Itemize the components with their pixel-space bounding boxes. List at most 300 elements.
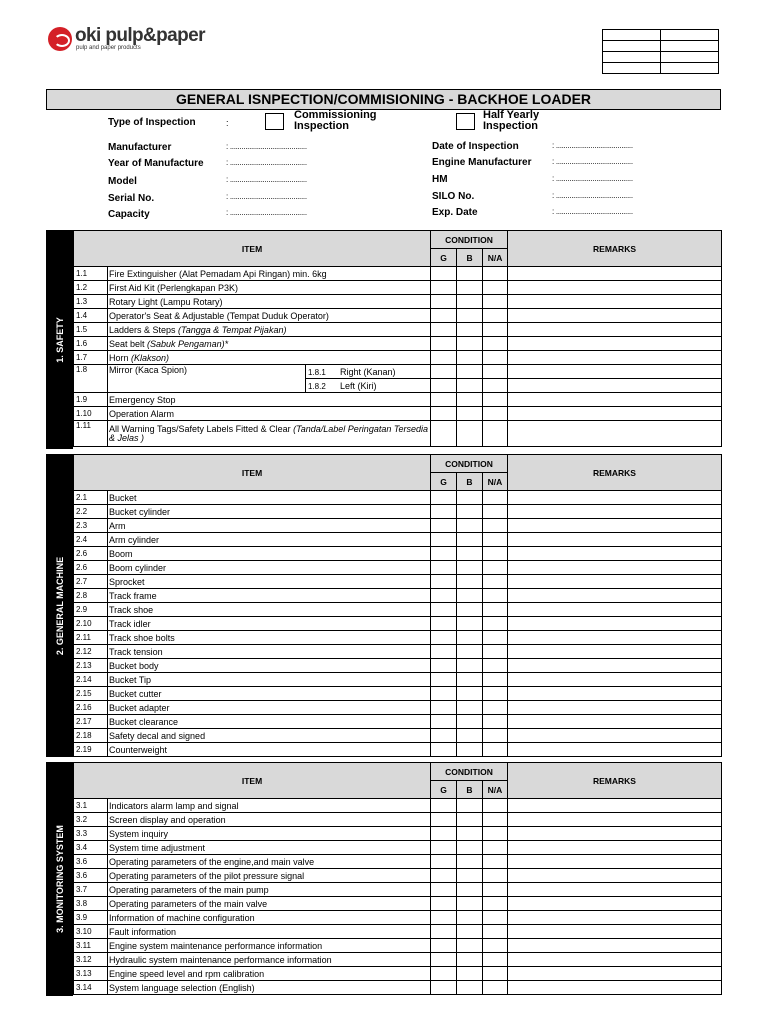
na-cell[interactable]: [483, 491, 508, 505]
remarks-cell[interactable]: [508, 323, 722, 337]
na-header: N/A: [483, 473, 508, 491]
na-cell[interactable]: [483, 967, 508, 981]
remarks-cell[interactable]: [508, 869, 722, 883]
b-cell[interactable]: [457, 911, 483, 925]
remarks-cell[interactable]: [508, 379, 722, 393]
item-number: 2.1: [74, 491, 108, 505]
item-description: Engine speed level and rpm calibration: [108, 967, 431, 981]
table-row: [74, 981, 722, 995]
remarks-cell[interactable]: [508, 897, 722, 911]
item-description: Indicators alarm lamp and signal: [108, 799, 431, 813]
g-cell[interactable]: [431, 589, 457, 603]
item-description: Counterweight: [108, 743, 431, 757]
g-cell[interactable]: [431, 967, 457, 981]
table-row: [74, 309, 722, 323]
g-cell[interactable]: [431, 841, 457, 855]
g-cell[interactable]: [431, 491, 457, 505]
serial-no-field[interactable]: : ........................................: [226, 192, 307, 201]
b-cell[interactable]: [457, 267, 483, 281]
g-cell[interactable]: [431, 407, 457, 421]
remarks-cell[interactable]: [508, 617, 722, 631]
item-description: [108, 337, 431, 351]
item-description: Bucket cutter: [108, 687, 431, 701]
table-row: [74, 505, 722, 519]
g-cell[interactable]: [431, 911, 457, 925]
b-cell[interactable]: [457, 519, 483, 533]
na-cell[interactable]: [483, 337, 508, 351]
table-row: [74, 533, 722, 547]
na-cell[interactable]: [483, 715, 508, 729]
b-cell[interactable]: [457, 645, 483, 659]
b-cell[interactable]: [457, 365, 483, 379]
item-description: [108, 421, 431, 447]
b-cell[interactable]: [457, 631, 483, 645]
b-cell[interactable]: [457, 295, 483, 309]
remarks-cell[interactable]: [508, 533, 722, 547]
na-cell[interactable]: [483, 631, 508, 645]
na-cell[interactable]: [483, 981, 508, 995]
b-cell[interactable]: [457, 351, 483, 365]
remarks-cell[interactable]: [508, 491, 722, 505]
remarks-cell[interactable]: [508, 981, 722, 995]
table-row: [74, 687, 722, 701]
na-cell[interactable]: [483, 743, 508, 757]
na-cell[interactable]: [483, 953, 508, 967]
b-cell[interactable]: [457, 617, 483, 631]
remarks-header: REMARKS: [508, 763, 722, 799]
na-cell[interactable]: [483, 673, 508, 687]
capacity-label: Capacity: [108, 209, 150, 220]
item-number: 3.12: [74, 953, 108, 967]
table-row: [74, 883, 722, 897]
remarks-cell[interactable]: [508, 715, 722, 729]
na-cell[interactable]: [483, 841, 508, 855]
model-label: Model: [108, 176, 137, 187]
b-cell[interactable]: [457, 407, 483, 421]
remarks-cell[interactable]: [508, 701, 722, 715]
b-cell[interactable]: [457, 575, 483, 589]
sub-item: [306, 379, 431, 393]
na-cell[interactable]: [483, 547, 508, 561]
table-row: [74, 519, 722, 533]
g-cell[interactable]: [431, 897, 457, 911]
item-description: Operating parameters of the main valve: [108, 897, 431, 911]
item-description: Fault information: [108, 925, 431, 939]
na-cell[interactable]: [483, 883, 508, 897]
na-cell[interactable]: [483, 281, 508, 295]
item-description: System inquiry: [108, 827, 431, 841]
na-cell[interactable]: [483, 309, 508, 323]
remarks-cell[interactable]: [508, 925, 722, 939]
hm-field[interactable]: : ........................................: [552, 174, 633, 183]
g-cell[interactable]: [431, 267, 457, 281]
remarks-cell[interactable]: [508, 575, 722, 589]
item-description: System language selection (English): [108, 981, 431, 995]
remarks-cell[interactable]: [508, 281, 722, 295]
g-cell[interactable]: [431, 883, 457, 897]
item-number: 2.17: [74, 715, 108, 729]
company-logo: [48, 26, 208, 56]
g-cell[interactable]: [431, 505, 457, 519]
na-cell[interactable]: [483, 575, 508, 589]
b-cell[interactable]: [457, 533, 483, 547]
table-row: [74, 743, 722, 757]
item-description: Bucket Tip: [108, 673, 431, 687]
item-number: 2.6: [74, 547, 108, 561]
item-description: [108, 351, 431, 365]
b-cell[interactable]: [457, 393, 483, 407]
g-cell[interactable]: [431, 309, 457, 323]
doc-info-cell[interactable]: [603, 30, 661, 41]
remarks-cell[interactable]: [508, 911, 722, 925]
na-cell[interactable]: [483, 379, 508, 393]
doc-info-cell[interactable]: [661, 63, 719, 74]
remarks-cell[interactable]: [508, 743, 722, 757]
b-header: B: [457, 781, 483, 799]
na-cell[interactable]: [483, 869, 508, 883]
g-cell[interactable]: [431, 855, 457, 869]
g-cell[interactable]: [431, 673, 457, 687]
na-cell[interactable]: [483, 295, 508, 309]
b-cell[interactable]: [457, 743, 483, 757]
item-text-italic: (Tangga & Tempat Pijakan): [178, 324, 287, 335]
remarks-cell[interactable]: [508, 519, 722, 533]
item-number: 1.2: [74, 281, 108, 295]
na-cell[interactable]: [483, 505, 508, 519]
remarks-cell[interactable]: [508, 687, 722, 701]
table-row: [74, 281, 722, 295]
table-row: [74, 827, 722, 841]
g-cell[interactable]: [431, 939, 457, 953]
section-title: 1. SAFETY: [54, 316, 65, 363]
na-cell[interactable]: [483, 659, 508, 673]
table-row: [74, 603, 722, 617]
type-of-inspection-label: Type of Inspection: [108, 117, 196, 128]
doc-info-cell[interactable]: [603, 63, 661, 74]
item-number: 1.9: [74, 393, 108, 407]
logo-mark-icon: [48, 27, 72, 51]
b-cell[interactable]: [457, 281, 483, 295]
item-header: ITEM: [74, 455, 431, 491]
g-cell[interactable]: [431, 869, 457, 883]
doc-info-cell[interactable]: [661, 41, 719, 52]
b-cell[interactable]: [457, 603, 483, 617]
item-number: 1.7: [74, 351, 108, 365]
item-number: 1.11: [74, 421, 108, 447]
item-number: 3.13: [74, 967, 108, 981]
item-text: Horn: [109, 352, 132, 363]
remarks-cell[interactable]: [508, 561, 722, 575]
commissioning-option-label: [294, 110, 377, 132]
remarks-cell[interactable]: [508, 603, 722, 617]
b-cell[interactable]: [457, 855, 483, 869]
na-cell[interactable]: [483, 617, 508, 631]
b-cell[interactable]: [457, 323, 483, 337]
remarks-header: REMARKS: [508, 455, 722, 491]
table-row: [74, 967, 722, 981]
engine-manufacturer-field[interactable]: : ........................................: [552, 157, 633, 166]
g-cell[interactable]: [431, 715, 457, 729]
item-description: Operation Alarm: [108, 407, 431, 421]
g-cell[interactable]: [431, 421, 457, 447]
na-cell[interactable]: [483, 897, 508, 911]
doc-info-cell[interactable]: [603, 41, 661, 52]
item-description: Bucket clearance: [108, 715, 431, 729]
na-cell[interactable]: [483, 407, 508, 421]
remarks-cell[interactable]: [508, 813, 722, 827]
g-cell[interactable]: [431, 645, 457, 659]
b-cell[interactable]: [457, 883, 483, 897]
doc-info-cell[interactable]: [603, 52, 661, 63]
remarks-cell[interactable]: [508, 393, 722, 407]
na-cell[interactable]: [483, 421, 508, 447]
na-cell[interactable]: [483, 393, 508, 407]
item-number: 2.11: [74, 631, 108, 645]
b-cell[interactable]: [457, 561, 483, 575]
remarks-cell[interactable]: [508, 589, 722, 603]
na-cell[interactable]: [483, 827, 508, 841]
option-line: Inspection: [294, 120, 350, 132]
half-yearly-checkbox[interactable]: [456, 113, 475, 130]
remarks-cell[interactable]: [508, 827, 722, 841]
na-cell[interactable]: [483, 855, 508, 869]
table-row: [74, 897, 722, 911]
b-cell[interactable]: [457, 673, 483, 687]
item-text-italic: (Tanda/Label Peringatan Tersedia & Jelas ): [109, 423, 429, 443]
g-cell[interactable]: [431, 617, 457, 631]
remarks-header: REMARKS: [508, 231, 722, 267]
b-cell[interactable]: [457, 729, 483, 743]
b-cell[interactable]: [457, 939, 483, 953]
g-cell[interactable]: [431, 351, 457, 365]
remarks-cell[interactable]: [508, 841, 722, 855]
g-cell[interactable]: [431, 575, 457, 589]
g-cell[interactable]: [431, 827, 457, 841]
remarks-cell[interactable]: [508, 505, 722, 519]
model-field[interactable]: : ........................................: [226, 175, 307, 184]
table-row: [74, 575, 722, 589]
item-description: System time adjustment: [108, 841, 431, 855]
table-row: [74, 323, 722, 337]
na-cell[interactable]: [483, 645, 508, 659]
b-cell[interactable]: [457, 421, 483, 447]
sub-item-text: Right (Kanan): [340, 366, 396, 377]
year-of-manufacture-field[interactable]: : ........................................: [226, 158, 307, 167]
na-cell[interactable]: [483, 813, 508, 827]
g-cell[interactable]: [431, 687, 457, 701]
g-cell[interactable]: [431, 281, 457, 295]
table-row: [74, 855, 722, 869]
na-cell[interactable]: [483, 701, 508, 715]
na-cell[interactable]: [483, 603, 508, 617]
item-description: Engine system maintenance performance information: [108, 939, 431, 953]
b-cell[interactable]: [457, 491, 483, 505]
b-cell[interactable]: [457, 981, 483, 995]
date-of-inspection-field[interactable]: : ........................................: [552, 141, 633, 150]
na-cell[interactable]: [483, 351, 508, 365]
exp-date-field[interactable]: : ........................................: [552, 207, 633, 216]
g-cell[interactable]: [431, 519, 457, 533]
item-number: 1.4: [74, 309, 108, 323]
safety-checklist-table: [73, 230, 722, 447]
g-cell[interactable]: [431, 953, 457, 967]
g-cell[interactable]: [431, 701, 457, 715]
g-cell[interactable]: [431, 981, 457, 995]
b-cell[interactable]: [457, 869, 483, 883]
condition-header: CONDITION: [431, 231, 508, 249]
item-number: 2.8: [74, 589, 108, 603]
table-row: [74, 589, 722, 603]
g-cell[interactable]: [431, 379, 457, 393]
b-cell[interactable]: [457, 589, 483, 603]
g-cell[interactable]: [431, 743, 457, 757]
na-cell[interactable]: [483, 925, 508, 939]
remarks-cell[interactable]: [508, 659, 722, 673]
b-cell[interactable]: [457, 799, 483, 813]
item-description: Track frame: [108, 589, 431, 603]
table-row: [74, 673, 722, 687]
item-number: 3.2: [74, 813, 108, 827]
remarks-cell[interactable]: [508, 631, 722, 645]
g-cell[interactable]: [431, 561, 457, 575]
remarks-cell[interactable]: [508, 421, 722, 447]
doc-info-cell[interactable]: [661, 30, 719, 41]
remarks-cell[interactable]: [508, 953, 722, 967]
item-text: All Warning Tags/Safety Labels Fitted & Clear: [109, 423, 294, 434]
g-cell[interactable]: [431, 603, 457, 617]
g-cell[interactable]: [431, 533, 457, 547]
g-cell[interactable]: [431, 631, 457, 645]
item-description: Operating parameters of the engine,and main valve: [108, 855, 431, 869]
remarks-cell[interactable]: [508, 337, 722, 351]
item-description: Bucket cylinder: [108, 505, 431, 519]
remarks-cell[interactable]: [508, 939, 722, 953]
item-number: 3.10: [74, 925, 108, 939]
b-header: B: [457, 249, 483, 267]
b-cell[interactable]: [457, 379, 483, 393]
option-line: Commissioning: [294, 109, 377, 121]
item-description: Track tension: [108, 645, 431, 659]
item-description: Emergency Stop: [108, 393, 431, 407]
remarks-cell[interactable]: [508, 365, 722, 379]
remarks-cell[interactable]: [508, 547, 722, 561]
b-cell[interactable]: [457, 827, 483, 841]
b-cell[interactable]: [457, 715, 483, 729]
section-safety-sidebar: [46, 230, 73, 449]
b-cell[interactable]: [457, 841, 483, 855]
item-number: 2.2: [74, 505, 108, 519]
item-description: Information of machine configuration: [108, 911, 431, 925]
table-row: [74, 953, 722, 967]
b-cell[interactable]: [457, 309, 483, 323]
manufacturer-field[interactable]: : ........................................: [226, 142, 307, 151]
g-cell[interactable]: [431, 365, 457, 379]
remarks-cell[interactable]: [508, 351, 722, 365]
item-description: Hydraulic system maintenance performance information: [108, 953, 431, 967]
table-row: [74, 337, 722, 351]
remarks-cell[interactable]: [508, 799, 722, 813]
g-cell[interactable]: [431, 659, 457, 673]
remarks-cell[interactable]: [508, 645, 722, 659]
item-description: Bucket body: [108, 659, 431, 673]
na-cell[interactable]: [483, 687, 508, 701]
g-cell[interactable]: [431, 547, 457, 561]
commissioning-checkbox[interactable]: [265, 113, 284, 130]
b-cell[interactable]: [457, 925, 483, 939]
item-description: Sprocket: [108, 575, 431, 589]
b-cell[interactable]: [457, 967, 483, 981]
item-description: Operating parameters of the main pump: [108, 883, 431, 897]
item-header: ITEM: [74, 231, 431, 267]
remarks-cell[interactable]: [508, 673, 722, 687]
condition-header: CONDITION: [431, 763, 508, 781]
na-cell[interactable]: [483, 589, 508, 603]
sub-item-number: 1.8.1: [308, 367, 326, 377]
remarks-cell[interactable]: [508, 295, 722, 309]
table-row: [74, 547, 722, 561]
item-text: Ladders & Steps: [109, 324, 179, 335]
remarks-cell[interactable]: [508, 967, 722, 981]
table-row: [74, 631, 722, 645]
item-description: Arm cylinder: [108, 533, 431, 547]
silo-no-field[interactable]: : ........................................: [552, 191, 633, 200]
remarks-cell[interactable]: [508, 729, 722, 743]
remarks-cell[interactable]: [508, 309, 722, 323]
item-description: Operator's Seat & Adjustable (Tempat Duduk Operator): [108, 309, 431, 323]
g-header: G: [431, 473, 457, 491]
option-line: Inspection: [483, 120, 539, 132]
b-cell[interactable]: [457, 547, 483, 561]
item-number: 3.11: [74, 939, 108, 953]
b-cell[interactable]: [457, 687, 483, 701]
na-cell[interactable]: [483, 911, 508, 925]
g-cell[interactable]: [431, 337, 457, 351]
na-cell[interactable]: [483, 365, 508, 379]
g-cell[interactable]: [431, 323, 457, 337]
remarks-cell[interactable]: [508, 855, 722, 869]
na-cell[interactable]: [483, 533, 508, 547]
remarks-cell[interactable]: [508, 267, 722, 281]
b-cell[interactable]: [457, 701, 483, 715]
capacity-field[interactable]: : ........................................: [226, 208, 307, 217]
na-cell[interactable]: [483, 939, 508, 953]
b-cell[interactable]: [457, 505, 483, 519]
b-cell[interactable]: [457, 813, 483, 827]
remarks-cell[interactable]: [508, 883, 722, 897]
doc-info-cell[interactable]: [661, 52, 719, 63]
item-description: Fire Extinguisher (Alat Pemadam Api Ringan) min. 6kg: [108, 267, 431, 281]
na-cell[interactable]: [483, 267, 508, 281]
remarks-cell[interactable]: [508, 407, 722, 421]
item-text-italic: (Klakson): [131, 352, 170, 363]
g-cell[interactable]: [431, 393, 457, 407]
na-cell[interactable]: [483, 729, 508, 743]
g-cell[interactable]: [431, 295, 457, 309]
b-cell[interactable]: [457, 659, 483, 673]
b-cell[interactable]: [457, 953, 483, 967]
g-cell[interactable]: [431, 799, 457, 813]
g-cell[interactable]: [431, 813, 457, 827]
item-number: 3.1: [74, 799, 108, 813]
b-cell[interactable]: [457, 337, 483, 351]
na-cell[interactable]: [483, 519, 508, 533]
na-cell[interactable]: [483, 799, 508, 813]
na-cell[interactable]: [483, 323, 508, 337]
g-cell[interactable]: [431, 729, 457, 743]
g-cell[interactable]: [431, 925, 457, 939]
b-cell[interactable]: [457, 897, 483, 911]
na-cell[interactable]: [483, 561, 508, 575]
